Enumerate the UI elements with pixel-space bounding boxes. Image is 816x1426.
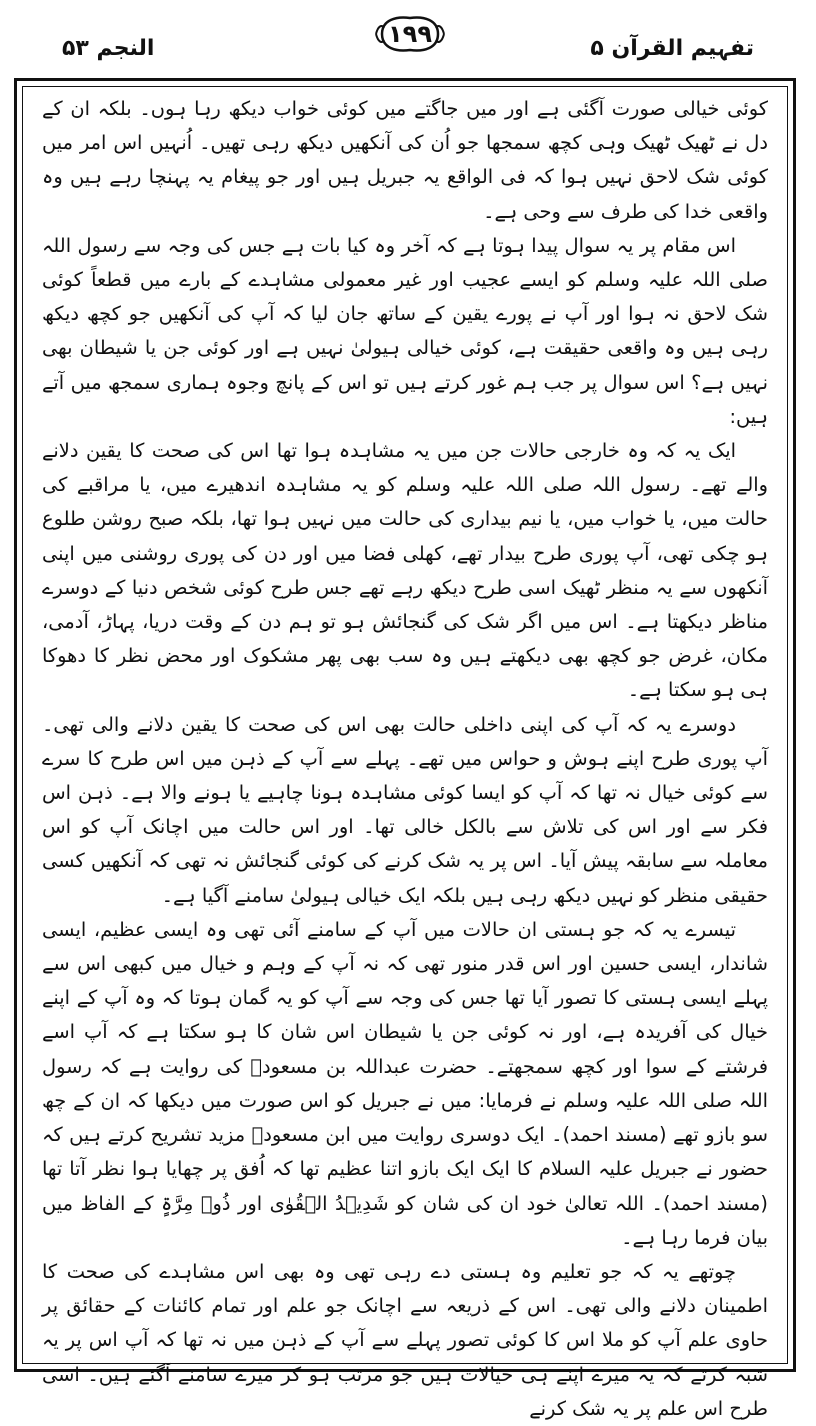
surah-label: النجم ۵۳: [62, 36, 155, 61]
page-number-badge: [374, 12, 446, 56]
page-header: [0, 0, 816, 78]
page-number: ۱۹۹: [388, 20, 432, 48]
paragraph: کوئی خیالی صورت آگئی ہے اور میں جاگتے میں کوئی خواب دیکھ رہا ہوں۔ بلکہ ان کے دل نے ٹھیک ٹھیک وہی کچھ سمجھا جو اُن کی آنکھیں دیکھ رہی تھیں۔ اُنہیں اس امر میں کوئی شک لاحق نہیں ہوا کہ فی الواقع یہ جبریل ہیں اور جو پیغام یہ پہنچا رہے ہیں وہ واقعی خدا کی طرف سے وحی ہے۔: [42, 97, 768, 223]
paragraph: اس مقام پر یہ سوال پیدا ہوتا ہے کہ آخر وہ کیا بات ہے جس کی وجہ سے رسول اللہ صلی اللہ علیہ وسلم کو ایسے عجیب اور غیر معمولی مشاہدے کے بارے میں قطعاً کوئی شک لاحق نہ ہوا اور آپ نے پورے یقین کے ساتھ جان لیا کہ آپ کی آنکھیں جو کچھ دیکھ رہی ہیں وہ واقعی حقیقت ہے، کوئی خیالی ہیولیٰ نہیں ہے اور کوئی جن یا شیطان بھی نہیں ہے؟ اس سوال پر جب ہم غور کرتے ہیں تو اس کے پانچ وجوہ ہماری سمجھ میں آتے ہیں:: [42, 233, 768, 428]
body-text: [42, 92, 768, 1426]
paragraph: ایک یہ کہ وہ خارجی حالات جن میں یہ مشاہدہ ہوا تھا اس کی صحت کا یقین دلانے والے تھے۔ رسول اللہ صلی اللہ علیہ وسلم کو یہ مشاہدہ اندھیرے میں، یا مراقبے کی حالت میں، یا خواب میں، یا نیم بیداری کی حالت میں نہیں ہوا تھا، بلکہ صبح روشن طلوع ہو چکی تھی، آپ پوری طرح بیدار تھے، کھلی فضا میں اور دن کی پوری روشنی میں اپنی آنکھوں سے یہ منظر ٹھیک اسی طرح دیکھ رہے تھے جس طرح کوئی شخص دنیا کے دوسرے مناظر دیکھتا ہے۔ اس میں اگر شک کی گنجائش ہو تو ہم دن کے وقت دریا، پہاڑ، آدمی، مکان، غرض جو کچھ بھی دیکھتے ہیں وہ سب بھی پھر مشکوک اور محض نظر کا دھوکا ہی ہو سکتا ہے۔: [42, 439, 768, 702]
paragraph: دوسرے یہ کہ آپ کی اپنی داخلی حالت بھی اس کی صحت کا یقین دلانے والی تھی۔ آپ پوری طرح اپنے ہوش و حواس میں تھے۔ پہلے سے آپ کے ذہن میں اس طرح کا سرے سے کوئی خیال نہ تھا کہ آپ کو ایسا کوئی مشاہدہ ہونا چاہیے یا ہونے والا ہے۔ ذہن اس فکر سے اور اس کی تلاش سے بالکل خالی تھا۔ اور اس حالت میں اچانک آپ کو اس معاملہ سے سابقہ پیش آیا۔ اس پر یہ شک کرنے کی کوئی گنجائش نہ تھی کہ آنکھیں کسی حقیقی منظر کو نہیں دیکھ رہی ہیں بلکہ ایک خیالی ہیولیٰ سامنے آگیا ہے۔: [42, 712, 768, 907]
paragraph: چوتھے یہ کہ جو تعلیم وہ ہستی دے رہی تھی وہ بھی اس مشاہدے کی صحت کا اطمینان دلانے والی تھی۔ اس کے ذریعہ سے اچانک جو علم اور تمام کائنات کے حقائق پر حاوی علم آپ کو ملا اس کا کوئی تصور پہلے سے آپ کے ذہن میں نہ تھا کہ آپ اس پر یہ شبہ کرتے کہ یہ میرے اپنے ہی خیالات ہیں جو مرتب ہو کر میرے سامنے آگئے ہیں۔ اسی طرح اس علم پر یہ شک کرنے: [42, 1259, 768, 1420]
book-title: تفہیم القرآن ۵: [590, 36, 754, 61]
paragraph: تیسرے یہ کہ جو ہستی ان حالات میں آپ کے سامنے آئی تھی وہ ایسی عظیم، ایسی شاندار، ایسی حسین اور اس قدر منور تھی کہ نہ آپ کے وہم و خیال میں کبھی اس سے پہلے ایسی ہستی کا تصور آیا تھا جس کی وجہ سے آپ کو یہ گمان ہوتا کہ وہ آپ کے اپنے خیال کی آفریدہ ہے، اور نہ کوئی جن یا شیطان اس شان کا ہو سکتا ہے کہ آپ اسے فرشتے کے سوا اور کچھ سمجھتے۔ حضرت عبداللہ بن مسعودؓ کی روایت ہے کہ رسول اللہ صلی اللہ علیہ وسلم نے فرمایا: میں نے جبریل کو اس صورت میں دیکھا کہ ان کے چھ سو بازو تھے (مسند احمد)۔ ایک دوسری روایت میں ابن مسعودؓ مزید تشریح کرتے ہیں کہ حضور نے جبریل علیہ السلام کا ایک ایک بازو اتنا عظیم تھا کہ اُفق پر چھایا ہوا نظر آتا تھا (مسند احمد)۔ اللہ تعالیٰ خود ان کی شان کو شَدِیۡدُ الۡقُوٰی اور ذُوۡ مِرَّۃٍ کے الفاظ میں بیان فرما رہا ہے۔: [42, 917, 768, 1249]
